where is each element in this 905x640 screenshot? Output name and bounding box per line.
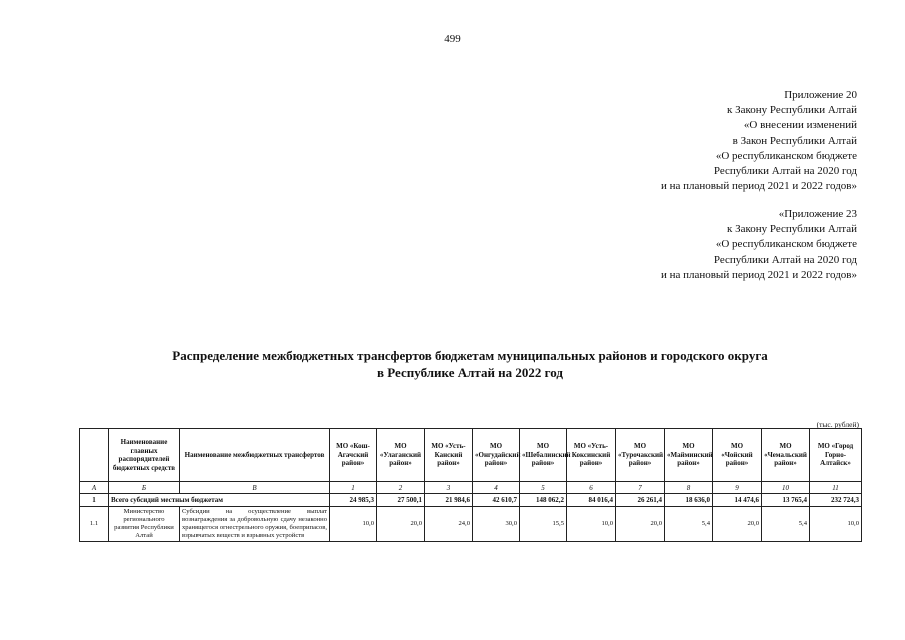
appendix-original-header [661,207,857,283]
value-cell: 10,0 [567,507,616,542]
total-value: 14 474,6 [713,494,762,507]
transfer-description-cell: Субсидии на осуществление выплат вознаграждения за добровольную сдачу незаконно хранящегося огнестрельного оружия, боеприпасов, взрывчатых веществ и взрывных устройств [180,507,330,542]
value-cell: 5,4 [665,507,713,542]
total-value: 148 062,2 [520,494,567,507]
unit-note: (тыс. рублей) [816,420,859,429]
header-cell: МО «Майминский район» [665,429,713,482]
document-title [60,347,880,381]
value-cell: 20,0 [713,507,762,542]
value-cell: 10,0 [330,507,377,542]
appendix-line: к Закону Республики Алтай [727,223,857,236]
column-index-row [80,482,862,494]
column-index-cell: 4 [473,482,520,494]
header-cell: МО «Онгудайский район» [473,429,520,482]
header-cell: МО «Шебалинский район» [520,429,567,482]
appendix-line: в Закон Республики Алтай [732,134,857,147]
header-cell: МО «Усть-Канский район» [425,429,473,482]
appendix-line: «О республиканском бюджете [715,238,857,251]
column-index-cell: 9 [713,482,762,494]
header-cell: МО «Улаганский район» [377,429,425,482]
page-number: 499 [444,33,461,45]
column-index-cell: 1 [330,482,377,494]
header-cell: МО «Чойский район» [713,429,762,482]
row-number: 1.1 [80,507,109,542]
column-index-cell: В [180,482,330,494]
appendix-line: и на плановый период 2021 и 2022 годов» [660,268,857,281]
total-value: 24 985,3 [330,494,377,507]
header-cell: МО «Кош-Агачский район» [330,429,377,482]
column-index-cell: 3 [425,482,473,494]
header-cell: Наименование главных распорядителей бюджетных средств [109,429,180,482]
column-index-cell: Б [109,482,180,494]
header-cell: МО «Турочакский район» [616,429,665,482]
appendix-line: Республики Алтай на 2020 год [713,165,857,178]
header-cell: МО «Чемальский район» [762,429,810,482]
value-cell: 10,0 [810,507,862,542]
total-value: 26 261,4 [616,494,665,507]
total-value: 13 765,4 [762,494,810,507]
distributor-cell: Министерство регионального развития Республики Алтай [109,507,180,542]
column-index-cell: 8 [665,482,713,494]
header-cell: Наименование межбюджетных трансфертов [180,429,330,482]
transfers-table [79,428,862,542]
column-index-cell: 6 [567,482,616,494]
appendix-line: «О республиканском бюджете [715,149,857,162]
column-index-cell: 2 [377,482,425,494]
title-line: Распределение межбюджетных трансфертов бюджетам муниципальных районов и городского округа [172,348,768,363]
total-label: Всего субсидий местным бюджетам [109,494,330,507]
appendix-line: «Приложение 23 [778,208,857,220]
appendix-line: Приложение 20 [784,89,857,101]
value-cell: 24,0 [425,507,473,542]
appendix-line: к Закону Республики Алтай [727,104,857,117]
total-value: 42 610,7 [473,494,520,507]
value-cell: 5,4 [762,507,810,542]
column-index-cell: А [80,482,109,494]
total-value: 232 724,3 [810,494,862,507]
appendix-line: и на плановый период 2021 и 2022 годов» [660,180,857,193]
total-value: 27 500,1 [377,494,425,507]
value-cell: 15,5 [520,507,567,542]
header-cell: МО «Город Горно-Алтайск» [810,429,862,482]
total-value: 21 984,6 [425,494,473,507]
row-number: 1 [80,494,109,507]
total-row [80,494,862,507]
title-line: в Республике Алтай на 2022 год [377,365,563,380]
column-index-cell: 7 [616,482,665,494]
total-value: 18 636,0 [665,494,713,507]
header-cell: МО «Усть-Коксинский район» [567,429,616,482]
value-cell: 20,0 [377,507,425,542]
column-index-cell: 11 [810,482,862,494]
table-header-row [80,429,862,482]
table-row [80,507,862,542]
appendix-line: Республики Алтай на 2020 год [713,253,857,266]
total-value: 84 016,4 [567,494,616,507]
header-cell [80,429,109,482]
appendix-current-header [661,88,857,194]
column-index-cell: 10 [762,482,810,494]
appendix-line: «О внесении изменений [743,119,857,132]
value-cell: 20,0 [616,507,665,542]
value-cell: 30,0 [473,507,520,542]
column-index-cell: 5 [520,482,567,494]
